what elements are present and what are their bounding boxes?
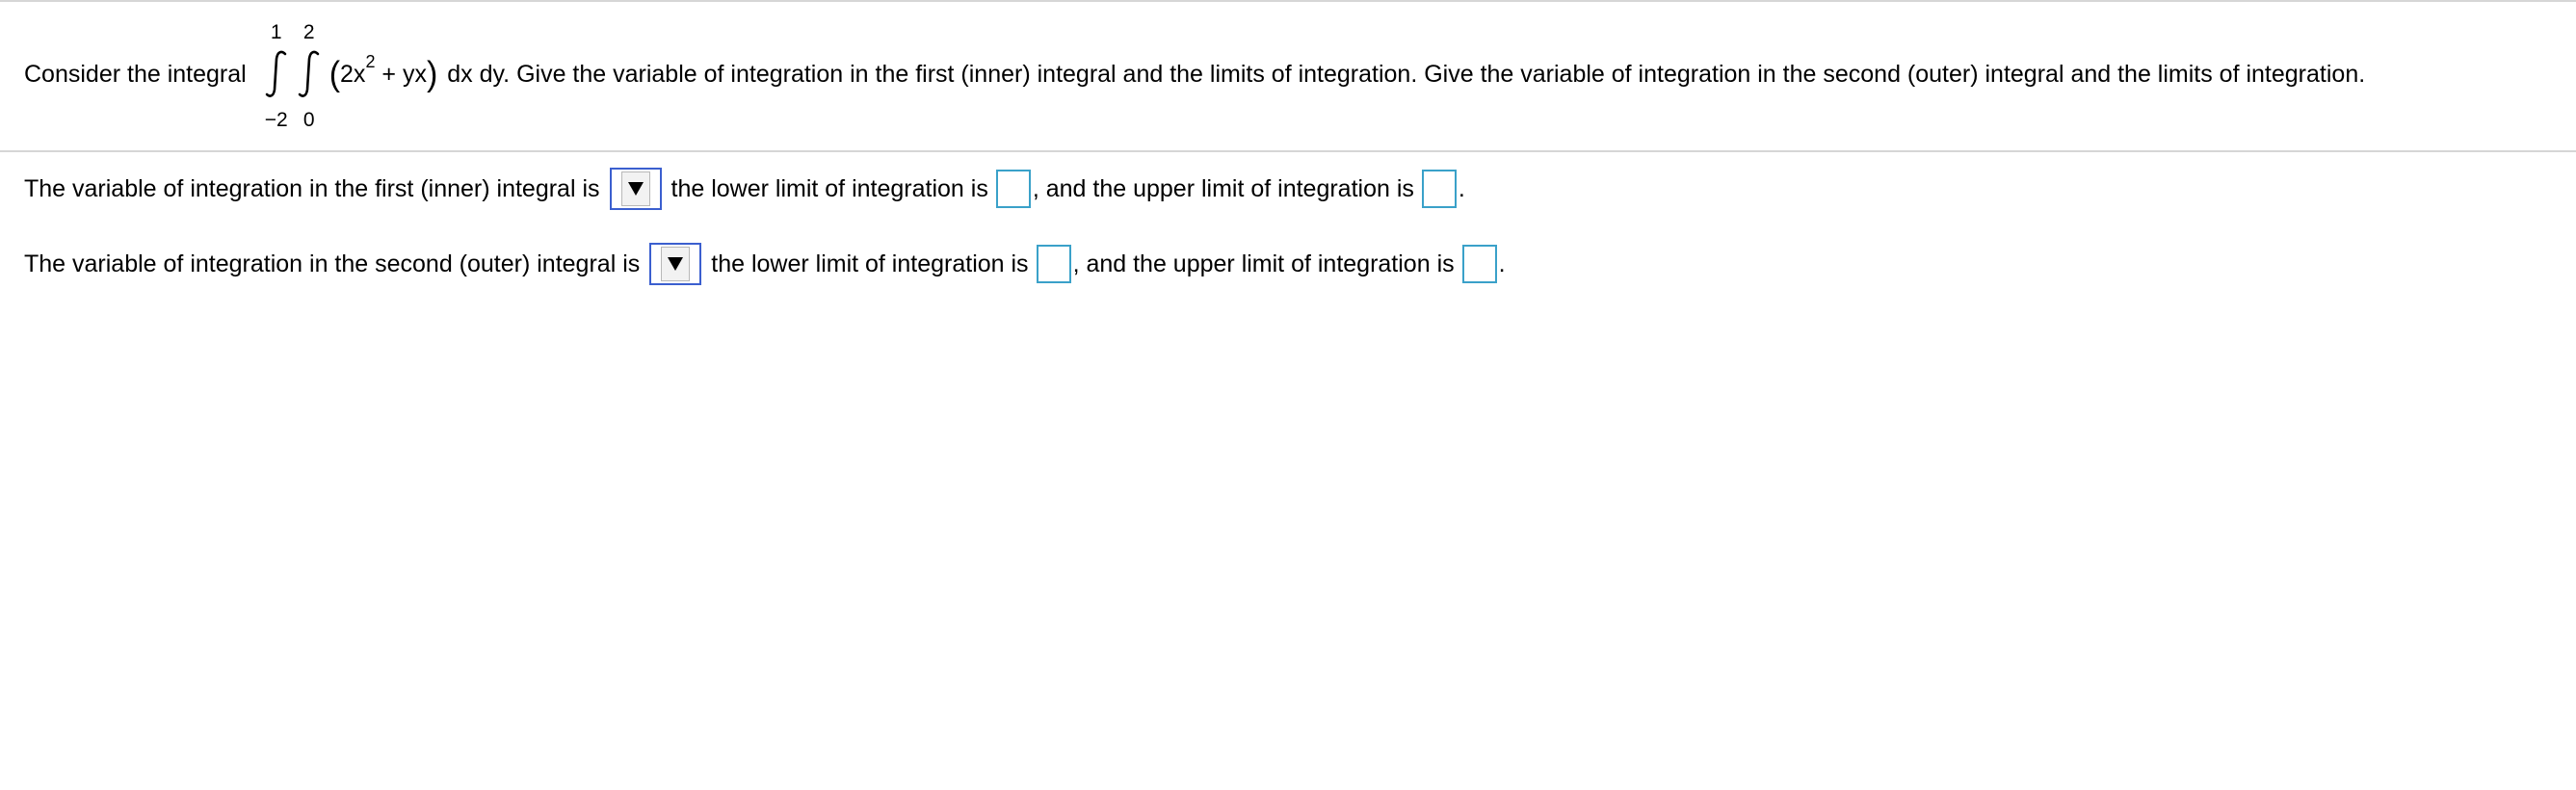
integrand-base: 2x bbox=[340, 61, 366, 88]
integrand bbox=[329, 52, 438, 93]
double-integral bbox=[260, 10, 438, 140]
triangle-down-icon bbox=[667, 256, 684, 272]
outer-integral-answer-line bbox=[24, 241, 1506, 287]
inner-upper-limit-input[interactable] bbox=[1422, 170, 1457, 208]
question-tail: dx dy. Give the variable of integration in the first (inner) integral and the limits of integration. Give the variable of integration in the second (outer) integral and the limits of integration. bbox=[447, 61, 2366, 88]
inner-lower-limit-input[interactable] bbox=[996, 170, 1031, 208]
outer-upper-limit: 1 bbox=[270, 21, 282, 43]
integrand-exponent: 2 bbox=[365, 52, 376, 71]
integrand-rest: + yx bbox=[375, 61, 427, 88]
inner-upper-text: , and the upper limit of integration is bbox=[1032, 174, 1414, 202]
dropdown-button[interactable] bbox=[621, 171, 650, 206]
inner-prefix-text: The variable of integration in the first (inner) integral is bbox=[24, 174, 600, 202]
question-prompt bbox=[24, 10, 2365, 140]
question-intro: Consider the integral bbox=[24, 61, 247, 88]
inner-end-period: . bbox=[1458, 174, 1465, 202]
outer-upper-text: , and the upper limit of integration is bbox=[1072, 250, 1455, 277]
inner-lower-limit: 0 bbox=[302, 109, 315, 131]
integrand-close-paren: ) bbox=[426, 55, 438, 93]
outer-upper-limit-input[interactable] bbox=[1462, 245, 1497, 283]
triangle-down-icon bbox=[627, 181, 644, 197]
inner-integral-answer-line bbox=[24, 166, 1465, 212]
outer-end-period: . bbox=[1498, 250, 1506, 277]
outer-prefix-text: The variable of integration in the second (outer) integral is bbox=[24, 250, 641, 277]
inner-integral bbox=[293, 10, 326, 140]
inner-variable-dropdown[interactable] bbox=[610, 168, 662, 210]
dropdown-button[interactable] bbox=[661, 247, 690, 281]
inner-lower-text: the lower limit of integration is bbox=[670, 174, 988, 202]
outer-lower-limit-input[interactable] bbox=[1037, 245, 1071, 283]
integral-icon bbox=[293, 49, 326, 99]
section-divider bbox=[0, 150, 2576, 152]
integral-icon bbox=[260, 49, 293, 99]
outer-variable-dropdown[interactable] bbox=[649, 243, 701, 285]
top-divider bbox=[0, 0, 2576, 2]
outer-integral bbox=[260, 10, 293, 140]
outer-lower-limit: −2 bbox=[264, 109, 288, 131]
inner-upper-limit: 2 bbox=[302, 21, 315, 43]
outer-lower-text: the lower limit of integration is bbox=[711, 250, 1029, 277]
integrand-open-paren: ( bbox=[329, 55, 341, 93]
